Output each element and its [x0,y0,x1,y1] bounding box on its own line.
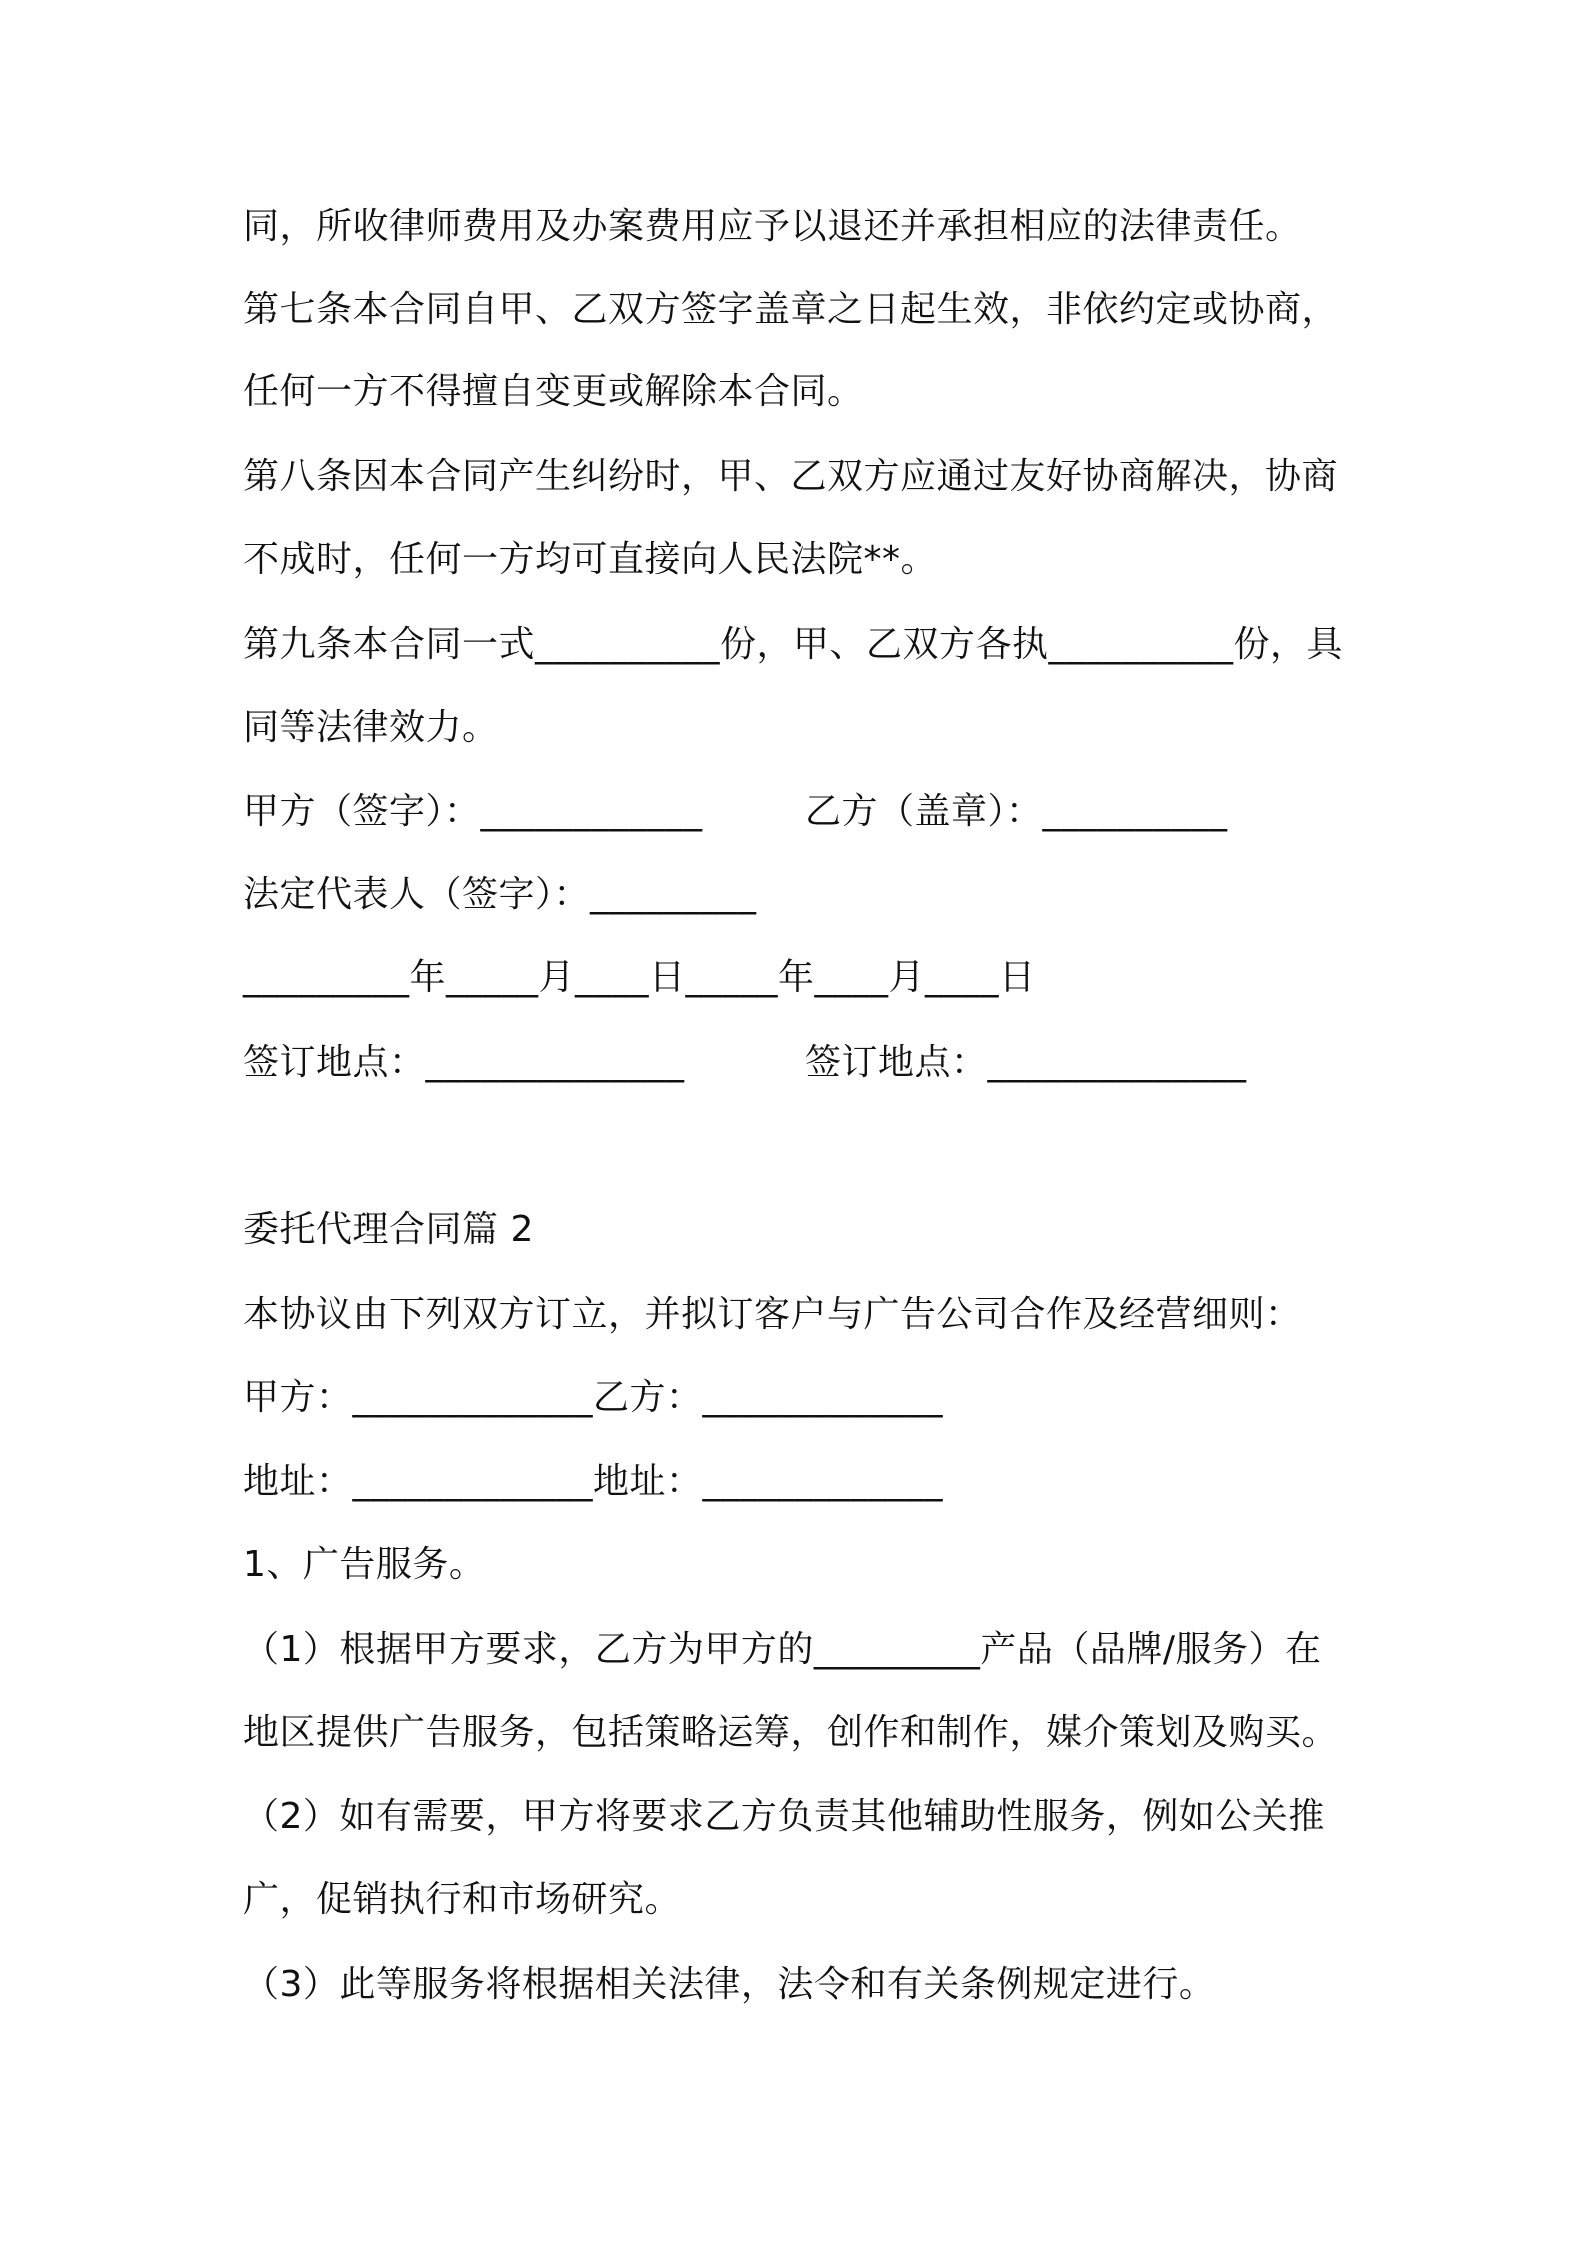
date-fields: _________年_____月____日_____年____月____日 [243,957,1036,998]
article-8-line-1: 第八条因本合同产生纠纷时，甲、乙双方应通过友好协商解决，协商 [243,456,1339,497]
section-heading: 委托代理合同篇 2 [243,1209,534,1250]
parties-field: 甲方：_____________乙方：_____________ [243,1377,944,1418]
clause-1-1-line-2: 地区提供广告服务，包括策略运筹，创作和制作，媒介策划及购买。 [243,1712,1339,1753]
clause-1-3-line-1: （3）此等服务将根据相关法律，法令和有关条例规定进行。 [243,1964,1216,2005]
article-7-line-1: 第七条本合同自甲、乙双方签字盖章之日起生效，非依约定或协商， [243,289,1339,330]
agreement-intro: 本协议由下列双方订立，并拟订客户与广告公司合作及经营细则： [243,1294,1302,1335]
article-9-line-1: 第九条本合同一式__________份，甲、乙双方各执__________份，具 [243,624,1344,665]
party-b-seal-field: 乙方（盖章）：__________ [805,791,1228,832]
article-8-line-2: 不成时，任何一方均可直接向人民法院**。 [243,539,938,580]
clause-1-heading: 1、广告服务。 [243,1544,486,1585]
article-9-line-2: 同等法律效力。 [243,707,499,748]
signing-place-field-a: 签订地点：______________ [243,1042,685,1083]
clause-1-2-line-1: （2）如有需要，甲方将要求乙方负责其他辅助性服务，例如公关推 [243,1796,1325,1837]
signing-place-field-b: 签订地点：______________ [805,1042,1247,1083]
party-a-signature-field: 甲方（签字）：____________ [243,791,703,832]
clause-1-1-line-1: （1）根据甲方要求，乙方为甲方的_________产品（品牌/服务）在 [243,1629,1322,1670]
clause-1-2-line-2: 广，促销执行和市场研究。 [243,1879,682,1920]
paragraph-line: 同，所收律师费用及办案费用应予以退还并承担相应的法律责任。 [243,206,1302,247]
article-7-line-2: 任何一方不得擅自变更或解除本合同。 [243,371,864,412]
legal-representative-field: 法定代表人（签字）：_________ [243,874,757,915]
address-field: 地址：_____________地址：_____________ [243,1461,944,1502]
